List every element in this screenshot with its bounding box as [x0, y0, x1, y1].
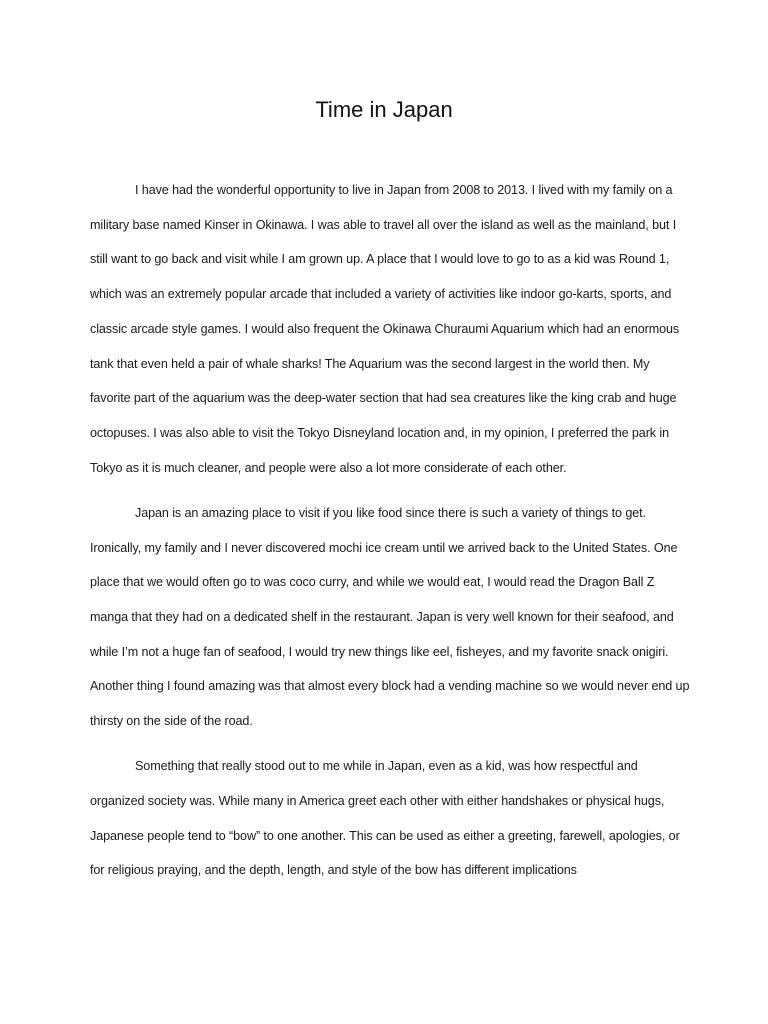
paragraph-japan-society: Something that really stood out to me while in Japan, even as a kid, was how respectful and organized society was. While many in America greet each other with either handshakes or physical hugs, Japanese people tend to “bow” to one another. This can be used as either a greeting, farewell, apologies, or for religious praying, and the depth, length, and style of the bow has different implications	[90, 759, 680, 878]
document-title: Time in Japan	[315, 97, 453, 122]
document-body	[90, 173, 690, 899]
paragraph-japan-food: Japan is an amazing place to visit if you like food since there is such a variety of things to get. Ironically, my family and I never discovered mochi ice cream until we arrived back to the United States. One place that we would often go to was coco curry, and while we would eat, I would read the Dragon Ball Z manga that they had on a dedicated shelf in the restaurant. Japan is very well known for their seafood, and while I’m not a huge fan of seafood, I would try new things like eel, fisheyes, and my favorite snack onigiri. Another thing I found amazing was that almost every block had a vending machine so we would never end up thirsty on the side of the road.	[90, 505, 690, 729]
paragraph-japan-experience: I have had the wonderful opportunity to live in Japan from 2008 to 2013. I lived with my family on a military base named Kinser in Okinawa. I was able to travel all over the island as well as the mainland, but I still want to go back and visit while I am grown up. A place that I would love to go to as a kid was Round 1, which was an extremely popular arcade that included a variety of activities like indoor go-karts, sports, and classic arcade style games. I would also frequent the Okinawa Churaumi Aquarium which had an enormous tank that even held a pair of whale sharks! The Aquarium was the second largest in the world then. My favorite part of the aquarium was the deep-water section that had sea creatures like the king crab and huge octopuses. I was also able to visit the Tokyo Disneyland location and, in my opinion, I preferred the park in Tokyo as it is much cleaner, and people were also a lot more considerate of each other.	[90, 183, 680, 475]
